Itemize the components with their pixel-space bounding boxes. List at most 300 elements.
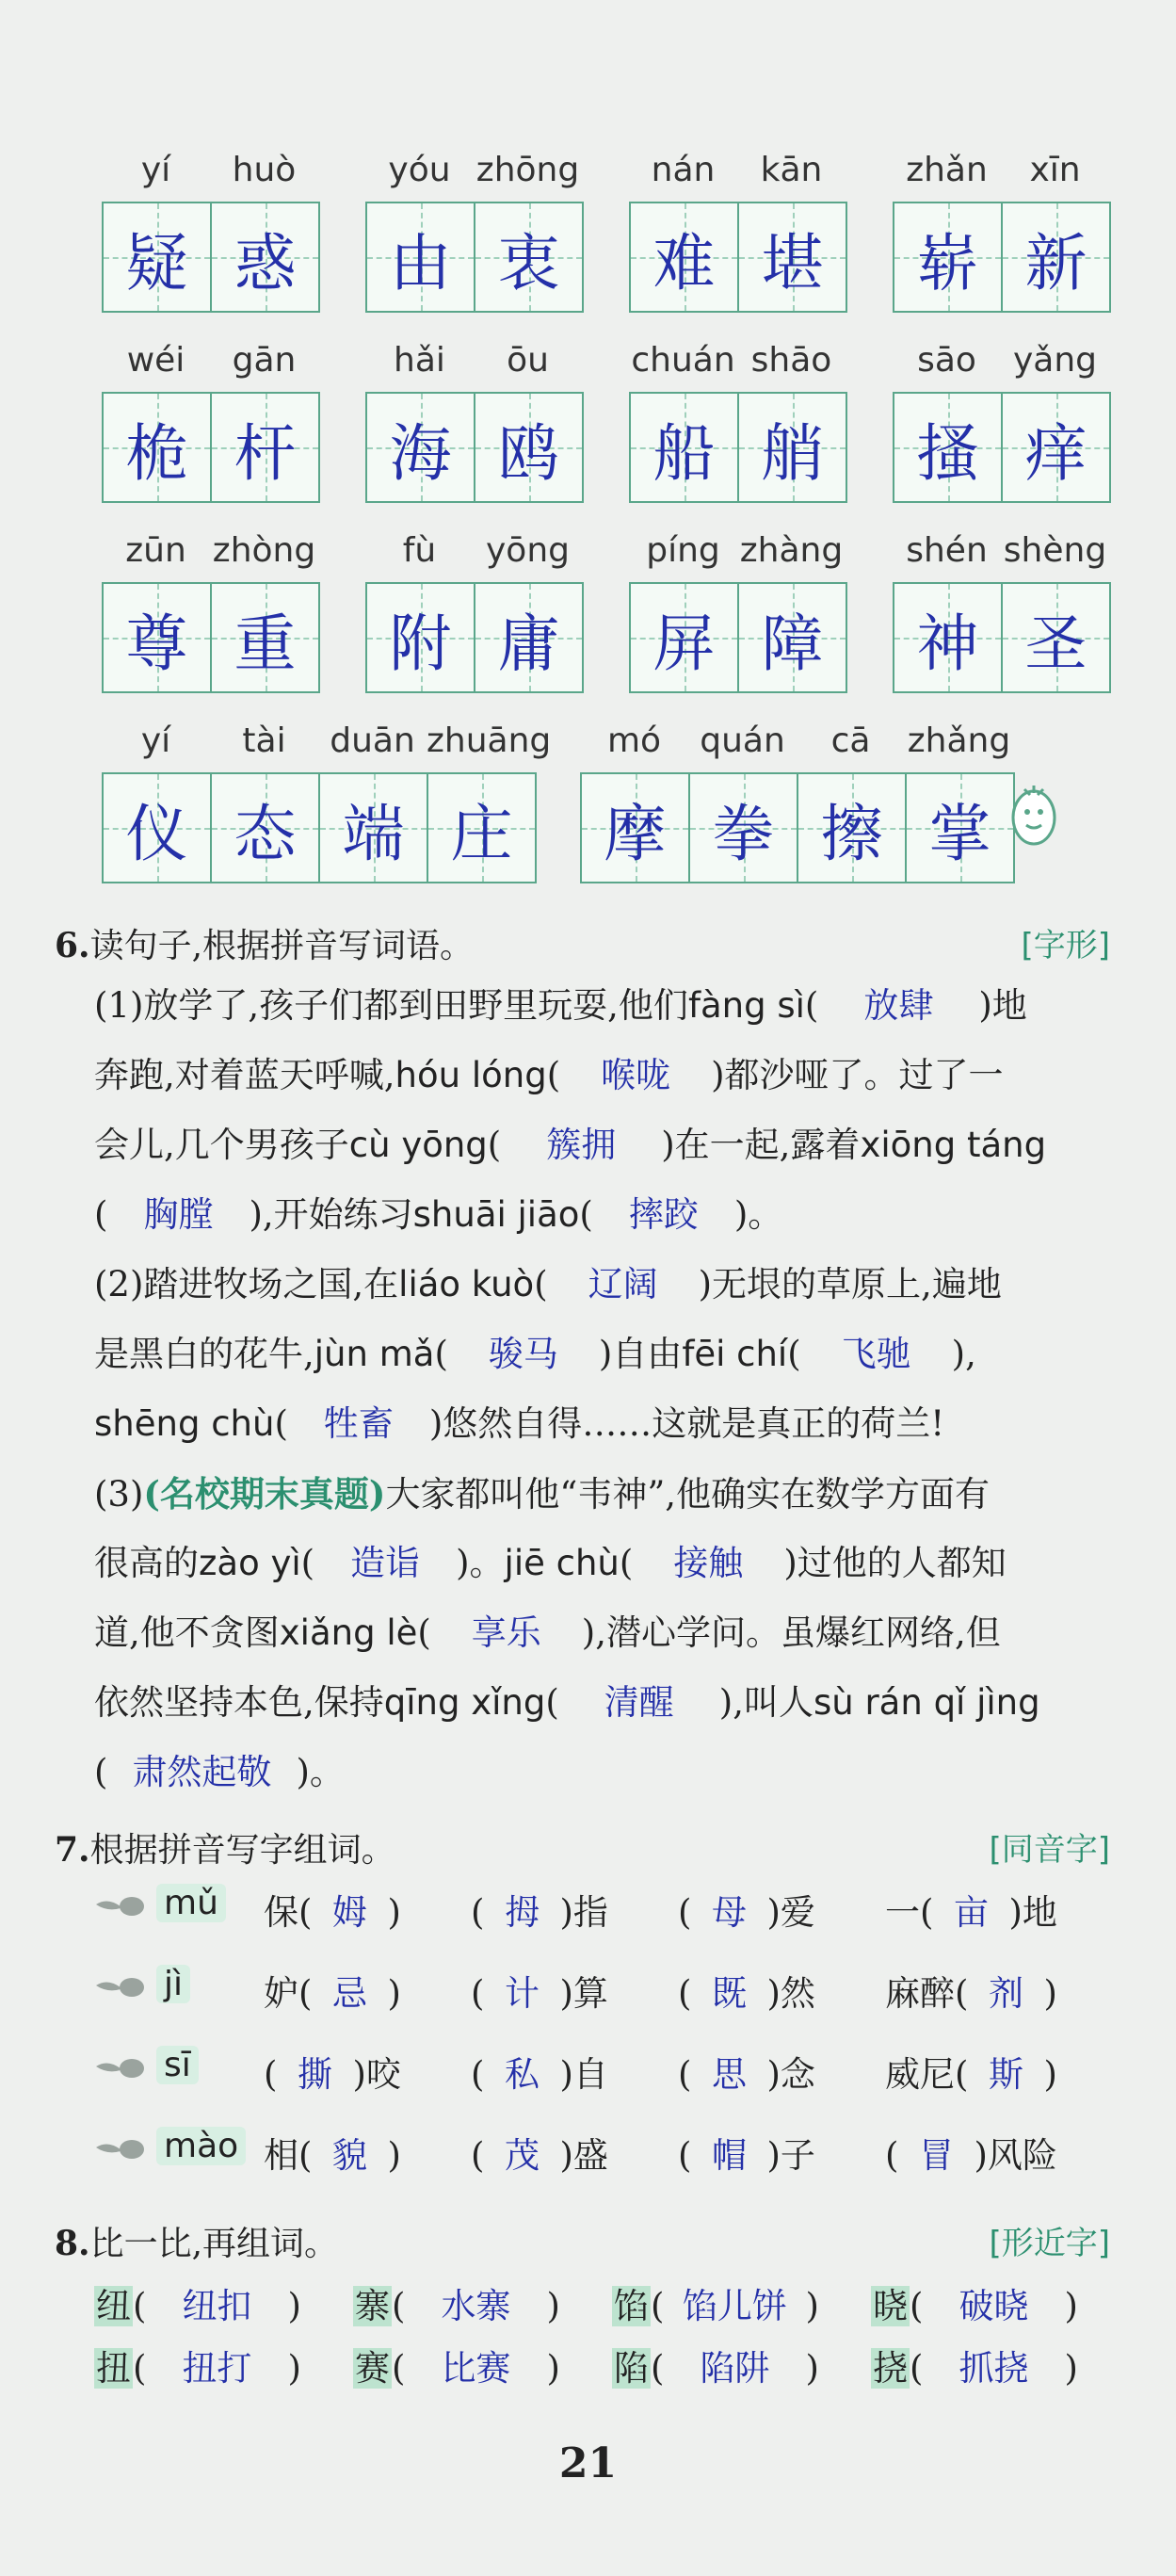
word-group bbox=[102, 721, 552, 882]
word-part: ( bbox=[678, 1892, 692, 1933]
grid-cell bbox=[1003, 203, 1109, 311]
tian-grid-cells bbox=[102, 772, 537, 883]
answer-word: 抓挠 bbox=[959, 2348, 1029, 2389]
word-part: ( bbox=[264, 2054, 278, 2095]
grid-character: 搔 bbox=[916, 416, 979, 490]
grid-character: 态 bbox=[234, 797, 297, 870]
grid-cell bbox=[798, 774, 907, 882]
pinyin-label: zhōng bbox=[475, 151, 580, 189]
word-part: ) bbox=[387, 2135, 401, 2176]
word-part: ) bbox=[387, 1892, 401, 1933]
sentence-text: ( bbox=[546, 1055, 561, 1095]
word-group bbox=[102, 341, 322, 501]
word-part: ) bbox=[1043, 1973, 1057, 2014]
sentence-text: (2)踏进牧场之国,在 bbox=[94, 1264, 399, 1304]
answer-text: 享乐 bbox=[471, 1612, 541, 1653]
grid-character: 桅 bbox=[125, 416, 188, 490]
grid-cell bbox=[582, 774, 690, 882]
grid-character: 堪 bbox=[761, 226, 824, 300]
pinyin-prompt: jiē chù bbox=[504, 1543, 620, 1583]
question-number: 7. bbox=[55, 1830, 90, 1870]
answer-text: 接触 bbox=[673, 1543, 744, 1583]
word-part: )自 bbox=[559, 2054, 608, 2095]
pinyin-label: yōng bbox=[486, 531, 570, 570]
sentence-text: ( bbox=[300, 1543, 315, 1583]
pinyin-label: gān bbox=[232, 341, 297, 380]
answer-char: 姆 bbox=[331, 1892, 367, 1933]
grid-cell bbox=[894, 203, 1003, 311]
grid-cell bbox=[367, 203, 475, 311]
source-label: (名校期末真题) bbox=[143, 1473, 386, 1515]
grid-character: 新 bbox=[1024, 226, 1087, 300]
answer-char: 貌 bbox=[331, 2135, 367, 2176]
sentence-text: ( bbox=[534, 1264, 548, 1304]
word-item bbox=[678, 1884, 815, 1935]
sentence-text: )自由 bbox=[598, 1334, 683, 1374]
sentence-text: ( bbox=[545, 1682, 559, 1723]
pinyin-label: píng bbox=[646, 531, 720, 570]
sentence-text: ), bbox=[951, 1334, 976, 1374]
grid-character: 屏 bbox=[652, 607, 716, 680]
grid-character: 附 bbox=[389, 607, 452, 680]
pinyin-label: tài bbox=[242, 721, 286, 760]
grid-cell bbox=[690, 774, 798, 882]
word-part: )地 bbox=[1008, 1892, 1057, 1933]
pinyin-sound: mào bbox=[156, 2127, 246, 2165]
pinyin-sound: sī bbox=[156, 2046, 199, 2084]
similar-char-item bbox=[353, 2340, 560, 2390]
answer-text: 簇拥 bbox=[546, 1125, 617, 1165]
pinyin-prompt: zào yì bbox=[199, 1543, 301, 1583]
target-char: 挠 bbox=[873, 2348, 908, 2389]
sentence-text: 会儿,几个男孩子 bbox=[94, 1125, 349, 1165]
grid-character: 惑 bbox=[234, 226, 297, 300]
sound-marker bbox=[94, 2046, 235, 2091]
answer-text: 骏马 bbox=[488, 1334, 558, 1374]
grid-character: 重 bbox=[234, 607, 297, 680]
pinyin-label: kān bbox=[760, 151, 823, 189]
sentence-text: ),叫人 bbox=[718, 1682, 814, 1723]
pinyin-label: mó bbox=[606, 721, 662, 760]
pinyin-label: wéi bbox=[126, 341, 185, 380]
grid-cell bbox=[631, 584, 739, 691]
pinyin-prompt: qīng xǐng bbox=[383, 1682, 546, 1723]
sentence-text: ( bbox=[579, 1194, 593, 1235]
text-line bbox=[94, 1319, 1120, 1390]
text-line bbox=[94, 1249, 1120, 1320]
pinyin-label: chuán bbox=[631, 341, 735, 380]
sentence-text: ( bbox=[417, 1612, 431, 1653]
word-part: 麻醉( bbox=[885, 1973, 969, 2014]
answer-text: 摔跤 bbox=[628, 1194, 699, 1235]
grid-character: 由 bbox=[389, 226, 452, 300]
sentence-text: )都沙哑了。过了一 bbox=[711, 1055, 1004, 1095]
word-group bbox=[102, 531, 322, 691]
answer-char: 茂 bbox=[504, 2135, 540, 2176]
word-item bbox=[885, 2046, 1057, 2097]
word-part: ( bbox=[471, 1892, 485, 1933]
pinyin-label: zhǎn bbox=[906, 151, 988, 189]
answer-word: 馅儿饼 bbox=[682, 2286, 787, 2326]
sentence-text: (1)放学了,孩子们都到田野里玩耍,他们 bbox=[94, 985, 688, 1026]
word-part: 保( bbox=[264, 1892, 313, 1933]
grid-cell bbox=[1003, 584, 1109, 691]
tadpole-icon bbox=[94, 2055, 147, 2082]
homophone-row bbox=[94, 2119, 1130, 2185]
word-part: )指 bbox=[559, 1892, 608, 1933]
pinyin-label: yí bbox=[140, 721, 171, 760]
pinyin-label: yóu bbox=[388, 151, 451, 189]
tian-grid-cells bbox=[629, 582, 847, 693]
pinyin-prompt: jùn mǎ bbox=[314, 1334, 435, 1374]
cartoon-egg-icon bbox=[1006, 776, 1062, 851]
grid-character: 疑 bbox=[125, 226, 188, 300]
answer-text: 喉咙 bbox=[601, 1055, 671, 1095]
pinyin-prompt: fēi chí bbox=[682, 1334, 788, 1374]
similar-char-item bbox=[612, 2340, 819, 2390]
answer-word: 破晓 bbox=[959, 2286, 1029, 2326]
sentence-text: ( bbox=[94, 1752, 108, 1792]
homophone-row bbox=[94, 1957, 1130, 2023]
grid-cell bbox=[428, 774, 535, 882]
pinyin-sound: mǔ bbox=[156, 1884, 226, 1922]
word-group bbox=[893, 531, 1113, 691]
grid-character: 障 bbox=[761, 607, 824, 680]
pinyin-prompt: sù rán qǐ jìng bbox=[813, 1682, 1040, 1723]
pinyin-label: zūn bbox=[125, 531, 186, 570]
pinyin-label: shāo bbox=[750, 341, 832, 380]
grid-cell bbox=[894, 394, 1003, 501]
sentence-text: (3) bbox=[94, 1474, 144, 1515]
word-part: )风险 bbox=[974, 2135, 1057, 2176]
sentence-text: ( bbox=[487, 1125, 502, 1165]
grid-cell bbox=[631, 203, 739, 311]
grid-cell bbox=[907, 774, 1013, 882]
paren-open: ( bbox=[910, 2348, 924, 2389]
tian-grid-cells bbox=[102, 202, 320, 313]
grid-cell bbox=[104, 774, 212, 882]
grid-character: 海 bbox=[389, 416, 452, 490]
pinyin-label: zhàng bbox=[739, 531, 844, 570]
tadpole-icon bbox=[94, 1893, 147, 1920]
tian-grid-cells bbox=[580, 772, 1015, 883]
word-item bbox=[678, 1965, 815, 2016]
paren-close: ) bbox=[1064, 2286, 1078, 2326]
word-item bbox=[471, 1965, 608, 2016]
tian-grid-cells bbox=[629, 392, 847, 503]
sentence-text: ( bbox=[274, 1403, 288, 1444]
word-item bbox=[678, 2046, 815, 2097]
answer-char: 忌 bbox=[331, 1973, 367, 2014]
paren-close: ) bbox=[1064, 2348, 1078, 2389]
word-group bbox=[365, 341, 586, 501]
word-part: ( bbox=[678, 2054, 692, 2095]
paren-open: ( bbox=[392, 2348, 406, 2389]
homophone-row bbox=[94, 1876, 1130, 1942]
pinyin-label: ōu bbox=[507, 341, 549, 380]
pinyin-label: hǎi bbox=[394, 341, 445, 380]
similar-char-item bbox=[871, 2277, 1078, 2328]
grid-character: 端 bbox=[342, 797, 405, 870]
text-line bbox=[94, 1110, 1120, 1181]
grid-character: 船 bbox=[652, 416, 716, 490]
text-line bbox=[94, 1528, 1120, 1599]
question-number: 6. bbox=[55, 926, 90, 965]
answer-char: 撕 bbox=[297, 2054, 332, 2095]
word-group bbox=[629, 151, 849, 311]
sound-marker bbox=[94, 1965, 235, 2010]
word-part: ) bbox=[387, 1973, 401, 2014]
tian-grid-cells bbox=[893, 202, 1111, 313]
sentence-text: ( bbox=[619, 1543, 634, 1583]
question-8-tag: [形近字] bbox=[989, 2225, 1110, 2262]
word-group bbox=[629, 341, 849, 501]
tadpole-icon bbox=[94, 1974, 147, 2001]
sentence-text: 很高的 bbox=[94, 1543, 199, 1583]
pinyin-prompt: hóu lóng bbox=[395, 1055, 547, 1095]
sentence-text: )。 bbox=[456, 1543, 505, 1583]
text-line bbox=[94, 1040, 1120, 1111]
word-part: )算 bbox=[559, 1973, 608, 2014]
word-part: )子 bbox=[766, 2135, 815, 2176]
similar-char-item bbox=[353, 2277, 560, 2328]
grid-cell bbox=[212, 203, 318, 311]
sentence-text: 道,他不贪图 bbox=[94, 1612, 280, 1653]
sentence-text: ),潜心学问。虽爆红网络,但 bbox=[581, 1612, 1001, 1653]
grid-cell bbox=[475, 394, 582, 501]
word-part: )盛 bbox=[559, 2135, 608, 2176]
grid-character: 艄 bbox=[761, 416, 824, 490]
paren-open: ( bbox=[910, 2286, 924, 2326]
grid-cell bbox=[212, 394, 318, 501]
grid-character: 仪 bbox=[125, 797, 188, 870]
pinyin-label: huò bbox=[232, 151, 297, 189]
similar-char-item bbox=[871, 2340, 1078, 2390]
text-line bbox=[94, 1737, 1120, 1808]
pinyin-label: zhòng bbox=[212, 531, 316, 570]
sentence-text: )悠然自得……这就是真正的荷兰! bbox=[428, 1403, 945, 1444]
word-item bbox=[471, 2046, 608, 2097]
word-group bbox=[365, 151, 586, 311]
word-part: )咬 bbox=[352, 2054, 401, 2095]
sentence-text: )地 bbox=[978, 985, 1027, 1026]
grid-cell bbox=[367, 394, 475, 501]
answer-char: 斯 bbox=[988, 2054, 1023, 2095]
word-part: 相( bbox=[264, 2135, 313, 2176]
grid-character: 庄 bbox=[450, 797, 513, 870]
similar-char-row bbox=[94, 2277, 1130, 2338]
paren-close: ) bbox=[805, 2348, 819, 2389]
text-line bbox=[94, 1388, 1120, 1460]
word-group bbox=[102, 151, 322, 311]
word-part: )然 bbox=[766, 1973, 815, 2014]
grid-cell bbox=[475, 203, 582, 311]
question-6-tag: [字形] bbox=[1021, 927, 1110, 964]
grid-character: 痒 bbox=[1024, 416, 1087, 490]
answer-char: 既 bbox=[711, 1973, 747, 2014]
answer-word: 比赛 bbox=[441, 2348, 511, 2389]
tian-grid-cells bbox=[893, 582, 1111, 693]
pinyin-prompt: shuāi jiāo bbox=[412, 1194, 580, 1235]
pinyin-label: yí bbox=[140, 151, 171, 189]
word-part: 一( bbox=[885, 1892, 934, 1933]
tian-grid-cells bbox=[629, 202, 847, 313]
word-item bbox=[885, 1965, 1057, 2016]
word-item bbox=[471, 1884, 608, 1935]
word-part: ( bbox=[471, 2135, 485, 2176]
target-char: 纽 bbox=[96, 2286, 131, 2326]
grid-character: 庸 bbox=[497, 607, 560, 680]
answer-word: 扭打 bbox=[182, 2348, 252, 2389]
word-part: ( bbox=[678, 1973, 692, 2014]
answer-word: 水寨 bbox=[441, 2286, 511, 2326]
word-item bbox=[471, 2127, 608, 2178]
similar-char-item bbox=[94, 2340, 301, 2390]
answer-word: 陷阱 bbox=[700, 2348, 770, 2389]
pinyin-label: yǎng bbox=[1012, 341, 1098, 380]
word-part: 威尼( bbox=[885, 2054, 969, 2095]
grid-cell bbox=[367, 584, 475, 691]
sentence-text: )在一起,露着 bbox=[661, 1125, 861, 1165]
pinyin-label: shèng bbox=[1003, 531, 1107, 570]
pinyin-label: quán bbox=[700, 721, 785, 760]
grid-cell bbox=[631, 394, 739, 501]
answer-text: 辽阔 bbox=[588, 1264, 658, 1304]
text-line bbox=[94, 1458, 1120, 1531]
sentence-text: 奔跑,对着蓝天呼喊, bbox=[94, 1055, 395, 1095]
sentence-text: ),开始练习 bbox=[249, 1194, 413, 1235]
word-item bbox=[264, 1965, 401, 2016]
sentence-text: 依然坚持本色,保持 bbox=[94, 1682, 384, 1723]
tian-grid-cells bbox=[102, 582, 320, 693]
word-group bbox=[629, 531, 849, 691]
grid-row bbox=[0, 531, 1176, 691]
answer-text: 放肆 bbox=[863, 985, 934, 1026]
answer-char: 思 bbox=[711, 2054, 747, 2095]
pinyin-sound: jì bbox=[156, 1965, 190, 2003]
grid-cell bbox=[739, 394, 846, 501]
paren-close: ) bbox=[287, 2286, 301, 2326]
grid-character: 拳 bbox=[712, 797, 775, 870]
grid-cell bbox=[739, 584, 846, 691]
word-group bbox=[365, 531, 586, 691]
target-char: 赛 bbox=[355, 2348, 390, 2389]
word-part: ) bbox=[1043, 2054, 1057, 2095]
word-item bbox=[264, 2046, 401, 2097]
grid-row bbox=[0, 721, 1176, 882]
word-part: ( bbox=[885, 2135, 899, 2176]
pinyin-label: zhuāng bbox=[427, 721, 552, 760]
grid-character: 擦 bbox=[820, 797, 883, 870]
pinyin-label: xīn bbox=[1029, 151, 1081, 189]
answer-text: 肃然起敬 bbox=[132, 1752, 272, 1792]
tadpole-icon bbox=[94, 2136, 147, 2163]
answer-char: 冒 bbox=[918, 2135, 954, 2176]
sentence-text: )过他的人都知 bbox=[783, 1543, 1007, 1583]
tian-grid-cells bbox=[365, 392, 584, 503]
paren-close: ) bbox=[546, 2348, 560, 2389]
question-title: 比一比,再组词。 bbox=[89, 2225, 339, 2263]
target-char: 馅 bbox=[614, 2286, 649, 2326]
target-char: 寨 bbox=[355, 2286, 390, 2326]
target-char: 陷 bbox=[614, 2348, 649, 2389]
paren-open: ( bbox=[133, 2286, 147, 2326]
text-line bbox=[94, 970, 1120, 1042]
pinyin-label: sāo bbox=[917, 341, 976, 380]
sentence-text: )。 bbox=[733, 1194, 783, 1235]
pinyin-prompt: fàng sì bbox=[687, 985, 805, 1026]
sentence-text: ( bbox=[94, 1194, 108, 1235]
answer-text: 飞驰 bbox=[841, 1334, 911, 1374]
word-item bbox=[264, 2127, 401, 2178]
pinyin-label: shén bbox=[906, 531, 988, 570]
question-title: 根据拼音写字组词。 bbox=[89, 1831, 395, 1870]
word-group bbox=[893, 341, 1113, 501]
pinyin-prompt: xiōng táng bbox=[860, 1125, 1047, 1165]
grid-cell bbox=[1003, 394, 1109, 501]
paren-open: ( bbox=[392, 2286, 406, 2326]
sentence-text: ( bbox=[804, 985, 819, 1026]
answer-char: 私 bbox=[504, 2054, 540, 2095]
target-char: 扭 bbox=[96, 2348, 131, 2389]
answer-char: 母 bbox=[711, 1892, 747, 1933]
word-group bbox=[580, 721, 1017, 882]
grid-character: 衷 bbox=[497, 226, 560, 300]
pinyin-label: cā bbox=[830, 721, 871, 760]
sentence-text: ( bbox=[434, 1334, 448, 1374]
answer-text: 清醒 bbox=[604, 1682, 674, 1723]
grid-cell bbox=[739, 203, 846, 311]
grid-cell bbox=[104, 584, 212, 691]
answer-char: 亩 bbox=[953, 1892, 989, 1933]
homophone-row bbox=[94, 2038, 1130, 2104]
grid-character: 摩 bbox=[604, 797, 667, 870]
grid-cell bbox=[475, 584, 582, 691]
text-line bbox=[94, 1179, 1120, 1251]
word-item bbox=[264, 1884, 401, 1935]
sound-marker bbox=[94, 2127, 239, 2172]
question-6-heading bbox=[55, 919, 474, 967]
paren-open: ( bbox=[651, 2286, 665, 2326]
grid-row bbox=[0, 151, 1176, 311]
sound-marker bbox=[94, 1884, 235, 1929]
text-line bbox=[94, 1667, 1120, 1739]
question-title: 读句子,根据拼音写词语。 bbox=[89, 927, 475, 965]
grid-character: 圣 bbox=[1024, 607, 1087, 680]
pinyin-label: zhǎng bbox=[907, 721, 1011, 760]
answer-word: 纽扣 bbox=[182, 2286, 252, 2326]
question-8-heading bbox=[55, 2217, 338, 2265]
word-part: 妒( bbox=[264, 1973, 313, 2014]
answer-text: 胸膛 bbox=[143, 1194, 214, 1235]
question-7-heading bbox=[55, 1823, 395, 1871]
word-part: ( bbox=[471, 2054, 485, 2095]
pinyin-label: duān bbox=[330, 721, 415, 760]
sentence-text: )无垠的草原上,遍地 bbox=[698, 1264, 1002, 1304]
grid-cell bbox=[212, 774, 320, 882]
tian-grid-cells bbox=[102, 392, 320, 503]
answer-text: 牲畜 bbox=[323, 1403, 394, 1444]
pinyin-prompt: cù yōng bbox=[348, 1125, 488, 1165]
grid-cell bbox=[104, 394, 212, 501]
paren-close: ) bbox=[546, 2286, 560, 2326]
sentence-text: )。 bbox=[296, 1752, 345, 1792]
similar-char-item bbox=[612, 2277, 819, 2328]
pinyin-prompt: xiǎng lè bbox=[279, 1612, 418, 1653]
word-group bbox=[893, 151, 1113, 311]
grid-cell bbox=[320, 774, 428, 882]
tian-grid-cells bbox=[893, 392, 1111, 503]
